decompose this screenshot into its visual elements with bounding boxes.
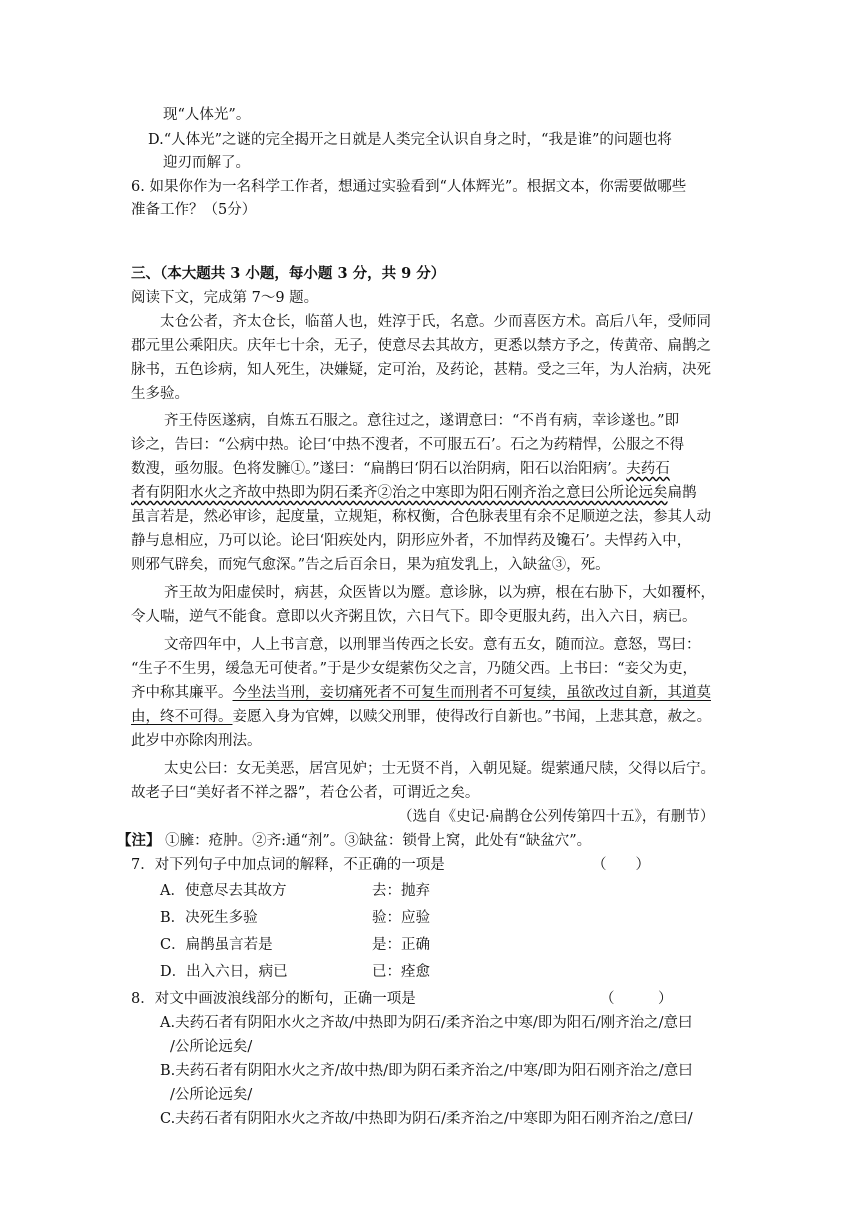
option-c-continuation: 现“人体光”。 bbox=[163, 107, 251, 123]
q8-option-a-line1: A.夫药石者有阴阳水火之齐故/中热即为阴石/柔齐治之中寒/即为阳石/刚齐治之/意曰 bbox=[160, 1015, 693, 1031]
q7-option-c-gloss: 是：正确 bbox=[372, 937, 430, 953]
passage-p4-line: 此岁中亦除肉刑法。 bbox=[131, 733, 262, 749]
q7-option-d-gloss: 已：痊愈 bbox=[372, 964, 430, 980]
wavy-underlined-text: 夫药石 bbox=[626, 461, 670, 477]
passage-p3-line: 齐王故为阳虚侯时，病甚，众医皆以为蹷。意诊脉，以为痹，根在右胁下，大如覆杯， bbox=[164, 585, 715, 601]
passage-p2-line: 齐王侍医遂病，自炼五石服之。意往过之，遂谓意曰：“不肖有病，幸诊遂也。”即 bbox=[164, 413, 680, 429]
passage-p2-line bbox=[131, 458, 670, 480]
q7-option-d: D．出入六日，病已 bbox=[160, 964, 288, 980]
passage-text: 齐中称其廉平。 bbox=[131, 685, 233, 701]
passage-p1-line: 脉书，五色诊病，知人死生，决嫌疑，定可治，及药论，甚精。受之三年，为人治病，决死 bbox=[131, 362, 711, 378]
passage-p2-line bbox=[131, 482, 697, 504]
question-8-answer-bracket: （ ） bbox=[600, 991, 673, 1007]
question-7-stem: 7．对下列句子中加点词的解释，不正确的一项是 bbox=[131, 857, 445, 873]
q7-option-a-gloss: 去：抛弃 bbox=[372, 883, 430, 899]
wavy-underlined-text: 者有阴阳水火之齐故中热即为阴石柔齐②治之中寒即为阳石刚齐治之意曰公所论远矣 bbox=[131, 485, 668, 501]
option-d-line2: 迎刃而解了。 bbox=[163, 155, 250, 171]
passage-text: 数溲，亟勿服。色将发臃①。”遂曰：“扁鹊曰‘阴石以治阴病，阳石以治阳病’。 bbox=[131, 461, 627, 477]
notes-text: ①臃：疮肿。②齐:通“剂”。③缺盆：锁骨上窝，此处有“缺盆穴”。 bbox=[160, 833, 592, 849]
q7-option-b-gloss: 验：应验 bbox=[372, 910, 430, 926]
notes-line bbox=[117, 830, 591, 852]
passage-p4-line bbox=[131, 706, 711, 728]
passage-p2-line: 则邪气辟矣，而宛气愈深。”告之后百余日，果为疽发乳上，入缺盆③，死。 bbox=[131, 557, 610, 573]
passage-p1-line: 太仓公者，齐太仓长，临菑人也，姓淳于氏，名意。少而喜医方术。高后八年，受师同 bbox=[160, 314, 711, 330]
q7-option-a: A．使意尽去其故方 bbox=[160, 883, 287, 899]
passage-p2-line: 静与息相应，乃可以论。论曰‘阳疾处内，阴形应外者，不加悍药及镵石’。夫悍药入中， bbox=[131, 533, 692, 549]
question-6-line1: 6. 如果你作为一名科学工作者，想通过实验看到“人体辉光”。根据文本，你需要做哪些 bbox=[131, 179, 687, 195]
notes-label: 【注】 bbox=[117, 832, 161, 849]
passage-text: 妾愿入身为官婢，以赎父刑罪，使得改行自新也。”书闻，上悲其意，赦之。 bbox=[232, 709, 712, 725]
passage-source: （选自《史记·扁鹊仓公列传第四十五》，有删节） bbox=[398, 809, 715, 825]
question-7-answer-bracket: （ ） bbox=[592, 857, 650, 873]
passage-p5-line: 故老子曰“美好者不祥之器”，若仓公者，可谓近之矣。 bbox=[131, 785, 480, 801]
q8-option-a-line2: /公所论远矣/ bbox=[170, 1039, 253, 1055]
passage-p2-line: 诊之，告曰：“公病中热。论曰‘中热不溲者，不可服五石’。石之为药精悍，公服之不得 bbox=[131, 437, 685, 453]
q7-option-b: B．决死生多验 bbox=[160, 910, 258, 926]
question-6-line2: 准备工作？（5分） bbox=[131, 202, 257, 218]
q7-option-c: C．扁鹊虽言若是 bbox=[160, 937, 273, 953]
passage-p1-line: 生多验。 bbox=[131, 386, 189, 402]
q8-option-b-line2: /公所论远矣/ bbox=[170, 1087, 253, 1103]
question-8-stem: 8．对文中画波浪线部分的断句，正确一项是 bbox=[131, 991, 416, 1007]
passage-p2-line: 虽言若是，然必审诊，起度量，立规矩，称权衡，合色脉表里有余不足顺逆之法，参其人动 bbox=[131, 509, 711, 525]
underlined-text: 今坐法当刑，妾切痛死者不可复生而刑者不可复续，虽欲改过自新，其道莫 bbox=[232, 685, 711, 701]
passage-p1-line: 郡元里公乘阳庆。庆年七十余，无子，使意尽去其故方，更悉以禁方予之，传黄帝、扁鹊之 bbox=[131, 338, 711, 354]
passage-p5-line: 太史公曰：女无美恶，居宫见妒；士无贤不肖，入朝见疑。缇萦通尺牍，父得以后宁。 bbox=[164, 761, 715, 777]
passage-p4-line bbox=[131, 682, 711, 704]
passage-p4-line: “生子不生男，缓急无可使者。”于是少女缇萦伤父之言，乃随父西。上书曰：“妾父为吏， bbox=[131, 661, 697, 677]
q8-option-c-line1: C.夫药石者有阴阳水火之齐故/中热即为阴石/柔齐治之/中寒即为阳石刚齐治之/意曰/ bbox=[160, 1111, 693, 1127]
section-instruction: 阅读下文，完成第 7～9 题。 bbox=[131, 290, 319, 306]
section-heading: 三、（本大题共 3 小题，每小题 3 分，共 9 分） bbox=[131, 265, 446, 282]
q8-option-b-line1: B.夫药石者有阴阳水火之齐/故中热/即为阴石柔齐治之/中寒/即为阳石刚齐治之/意曰 bbox=[160, 1063, 693, 1079]
passage-p3-line: 令人喘，逆气不能食。意即以火齐粥且饮，六日气下。即令更服丸药，出入六日，病已。 bbox=[131, 609, 697, 625]
option-d-line1: D.“人体光”之谜的完全揭开之日就是人类完全认识自身之时，“我是谁”的问题也将 bbox=[148, 132, 672, 148]
passage-text: 扁鹊 bbox=[667, 485, 697, 501]
underlined-text: 由，终不可得。 bbox=[131, 709, 233, 725]
passage-p4-line: 文帝四年中，人上书言意，以刑罪当传西之长安。意有五女，随而泣。意怒，骂曰： bbox=[164, 637, 701, 653]
